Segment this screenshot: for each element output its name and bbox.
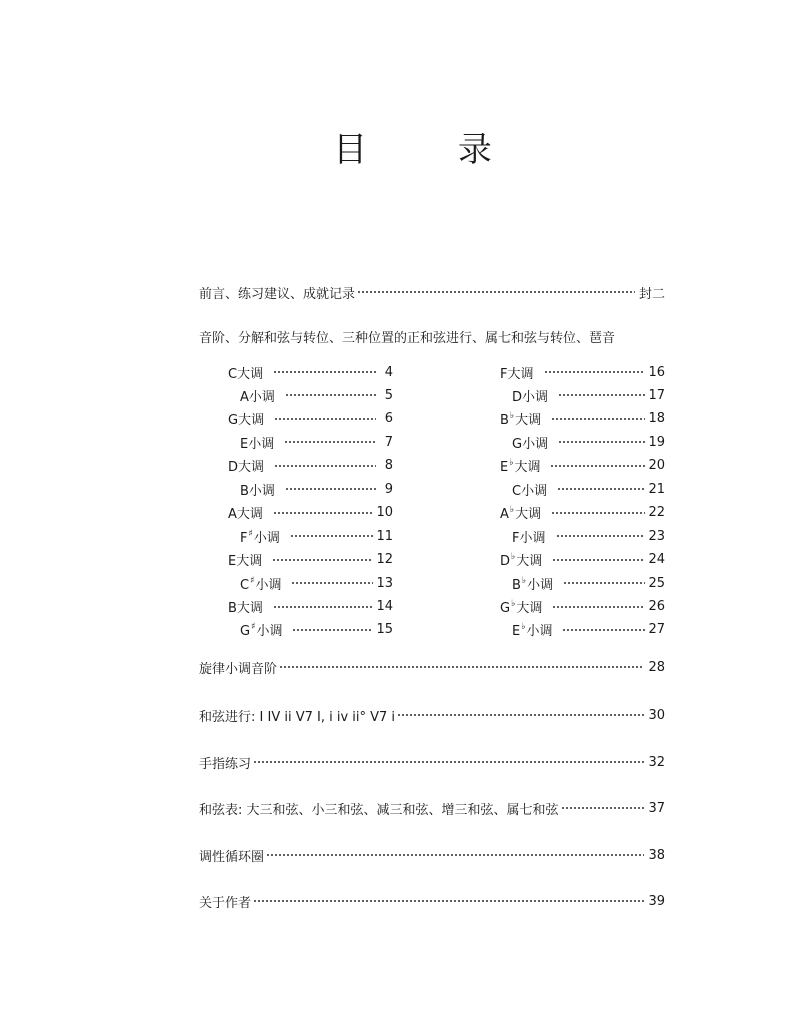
dot-leader — [556, 526, 646, 546]
sharp-sign: ♯ — [251, 622, 256, 633]
entry-page: 24 — [648, 552, 665, 568]
flat-sign: ♭ — [511, 552, 516, 563]
toc-key-row[interactable] — [240, 573, 393, 593]
dot-leader — [544, 362, 646, 382]
entry-page: 17 — [648, 387, 665, 403]
dot-leader — [290, 526, 374, 546]
dot-leader — [558, 385, 645, 405]
key-label: B♭小调 — [512, 575, 554, 593]
entry-page: 18 — [648, 411, 665, 427]
entry-page: 38 — [648, 847, 665, 863]
dot-leader — [397, 705, 644, 725]
key-label: A♭大调 — [500, 505, 542, 523]
toc-key-row[interactable] — [500, 362, 665, 382]
entry-page: 32 — [648, 754, 665, 770]
dot-leader — [285, 479, 376, 499]
entry-page: 5 — [384, 387, 393, 403]
entry-label: 前言、练习建议、成就记录 — [199, 286, 356, 302]
key-label: D♭大调 — [500, 552, 543, 570]
entry-page: 21 — [648, 481, 665, 497]
key-label: B小调 — [240, 483, 275, 499]
key-label: F大调 — [500, 366, 534, 382]
dot-leader — [552, 597, 645, 617]
toc-key-row[interactable] — [512, 526, 665, 546]
toc-key-row[interactable] — [512, 479, 665, 499]
key-label: C♯小调 — [240, 575, 282, 593]
entry-label: 调性循环圈 — [199, 849, 265, 865]
key-label: A小调 — [240, 389, 275, 405]
key-label: A大调 — [228, 507, 263, 523]
key-label: B♭大调 — [500, 411, 542, 429]
entry-page: 6 — [384, 411, 393, 427]
dot-leader — [274, 456, 376, 476]
key-label: G♯小调 — [240, 622, 283, 640]
sharp-sign: ♯ — [248, 528, 253, 539]
toc-key-row[interactable] — [228, 362, 393, 382]
dot-leader — [253, 752, 644, 772]
toc-entry[interactable] — [199, 891, 665, 911]
toc-key-row[interactable] — [228, 456, 393, 476]
toc-key-row[interactable] — [512, 573, 665, 593]
dot-leader — [558, 432, 645, 452]
dot-leader — [562, 620, 645, 640]
toc-key-row[interactable] — [228, 409, 393, 429]
dot-leader — [292, 620, 373, 640]
entry-page: 9 — [384, 481, 393, 497]
dot-leader — [279, 657, 644, 677]
toc-entry-preface[interactable] — [199, 282, 665, 302]
dot-leader — [550, 456, 645, 476]
dot-leader — [273, 597, 374, 617]
toc-key-row[interactable] — [512, 620, 665, 640]
toc-key-row[interactable] — [512, 432, 665, 452]
page-title: 目 录 — [333, 130, 532, 170]
entry-page: 11 — [376, 528, 393, 544]
key-label: F小调 — [512, 530, 546, 546]
key-label: C小调 — [512, 483, 548, 499]
flat-sign: ♭ — [509, 411, 515, 422]
entry-page: 15 — [376, 622, 393, 638]
entry-page: 14 — [376, 599, 393, 614]
entry-page: 30 — [648, 707, 665, 723]
toc-key-row[interactable] — [240, 432, 393, 452]
dot-leader — [357, 282, 635, 302]
dot-leader — [291, 573, 373, 593]
key-label: E♭大调 — [500, 458, 541, 476]
section-heading: 音阶、分解和弦与转位、三种位置的正和弦进行、属七和弦与转位、琶音 — [199, 331, 616, 346]
toc-entry[interactable] — [199, 798, 665, 818]
dot-leader — [274, 409, 376, 429]
key-label: D大调 — [228, 460, 265, 476]
toc-entry[interactable] — [199, 657, 665, 677]
dot-leader — [253, 891, 644, 911]
entry-page: 20 — [648, 458, 665, 474]
entry-label: 旋律小调音阶 — [199, 661, 278, 677]
dot-leader — [552, 550, 645, 570]
flat-sign: ♭ — [521, 622, 526, 633]
entry-page: 13 — [376, 575, 393, 591]
key-label: E♭小调 — [512, 622, 553, 640]
entry-page: 25 — [648, 575, 665, 591]
dot-leader — [561, 798, 645, 818]
dot-leader — [285, 385, 376, 405]
key-label: G小调 — [512, 436, 549, 452]
dot-leader — [273, 362, 376, 382]
dot-leader — [563, 573, 645, 593]
entry-page: 28 — [648, 659, 665, 675]
key-label: D小调 — [512, 389, 549, 405]
entry-page: 23 — [648, 528, 665, 544]
dot-leader — [551, 409, 645, 429]
entry-label: 和弦表: 大三和弦、小三和弦、减三和弦、增三和弦、属七和弦 — [199, 802, 559, 818]
entry-page: 39 — [648, 893, 665, 909]
dot-leader — [273, 503, 374, 523]
flat-sign: ♭ — [509, 458, 514, 469]
toc-key-row[interactable] — [228, 503, 393, 523]
dot-leader — [557, 479, 645, 499]
toc-entry[interactable] — [199, 752, 665, 772]
toc-key-row[interactable] — [500, 597, 665, 617]
entry-page: 8 — [384, 458, 393, 474]
key-label: C大调 — [228, 366, 264, 382]
toc-key-row[interactable] — [240, 526, 393, 546]
entry-page: 19 — [648, 434, 665, 450]
flat-sign: ♭ — [511, 599, 516, 609]
dot-leader — [266, 845, 644, 865]
entry-page: 37 — [648, 800, 665, 816]
dot-leader — [272, 550, 373, 570]
entry-page: 4 — [384, 364, 393, 380]
key-label: G大调 — [228, 413, 265, 429]
entry-page: 10 — [376, 505, 393, 521]
entry-page: 26 — [648, 599, 665, 614]
entry-label: 和弦进行: I IV ii V7 I, i iv ii° V7 i — [199, 709, 396, 725]
toc-key-row[interactable] — [512, 385, 665, 405]
dot-leader — [551, 503, 645, 523]
toc-key-row[interactable] — [500, 503, 665, 523]
flat-sign: ♭ — [521, 575, 527, 586]
toc-entry[interactable] — [199, 705, 665, 725]
entry-label: 手指练习 — [199, 756, 252, 772]
key-label: E大调 — [228, 554, 263, 570]
toc-key-row[interactable] — [228, 597, 393, 617]
entry-page: 22 — [648, 505, 665, 521]
dot-leader — [284, 432, 376, 452]
entry-page: 7 — [384, 434, 393, 450]
entry-page: 12 — [376, 552, 393, 568]
key-label: B大调 — [228, 601, 263, 616]
toc-key-row[interactable] — [240, 385, 393, 405]
key-label: E小调 — [240, 436, 275, 452]
key-label: G♭大调 — [500, 599, 543, 616]
toc-key-row[interactable] — [240, 479, 393, 499]
toc-key-row[interactable] — [240, 620, 393, 640]
toc-key-row[interactable] — [228, 550, 393, 570]
toc-key-row[interactable] — [500, 550, 665, 570]
entry-page: 16 — [648, 364, 665, 380]
flat-sign: ♭ — [509, 505, 515, 516]
entry-page: 封二 — [638, 286, 665, 302]
key-label: F♯小调 — [240, 528, 280, 546]
entry-page: 27 — [648, 622, 665, 638]
toc-key-row[interactable] — [500, 456, 665, 476]
entry-label: 关于作者 — [199, 895, 252, 911]
toc-key-row[interactable] — [500, 409, 665, 429]
toc-entry[interactable] — [199, 845, 665, 865]
sharp-sign: ♯ — [250, 575, 255, 586]
